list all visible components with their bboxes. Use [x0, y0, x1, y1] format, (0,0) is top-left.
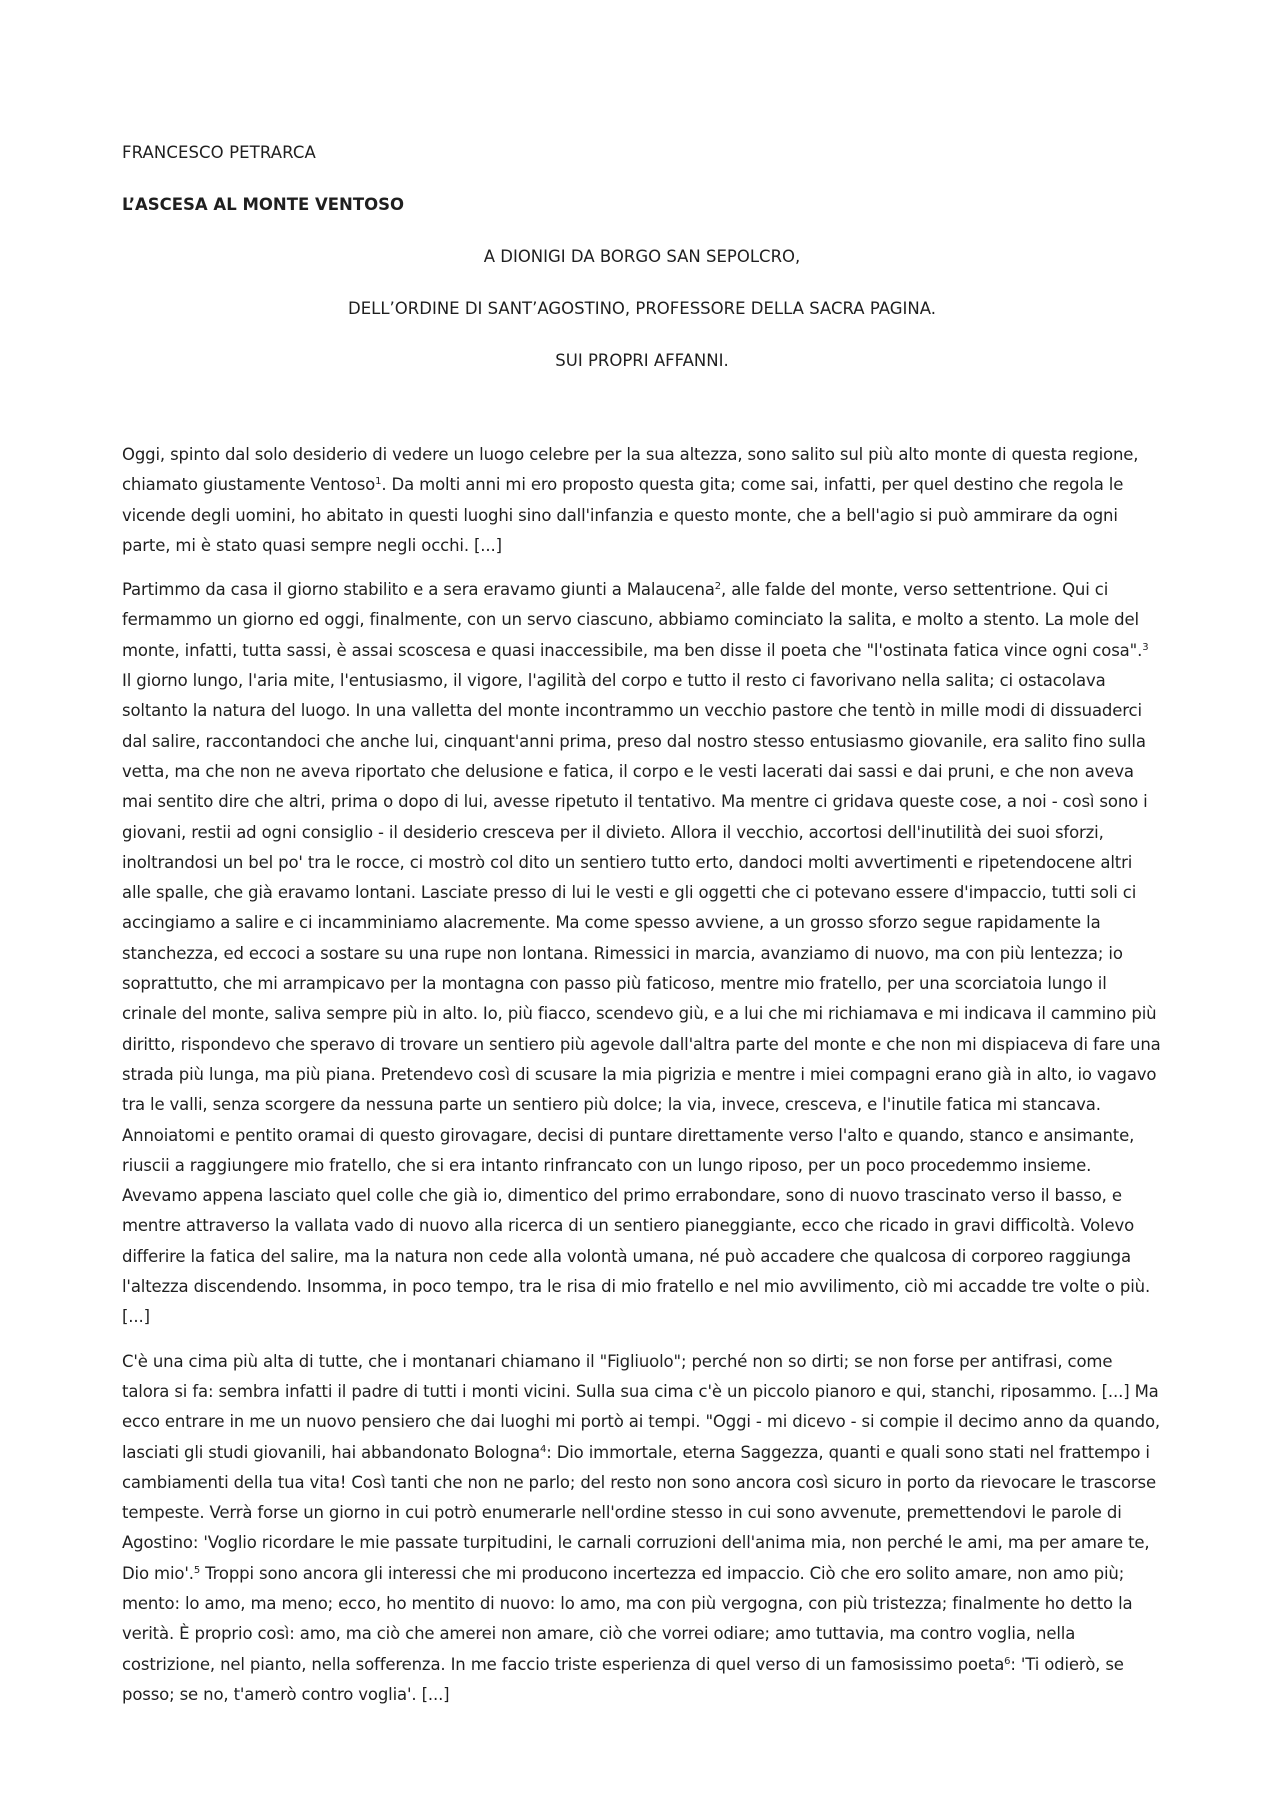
paragraph-2 [122, 575, 1162, 1332]
paragraph-1-text-a: Oggi, spinto dal solo desiderio di vedere un luogo celebre per la sua altezza, sono salito sul più alto monte di questa regione, chiamato giustamente Ventoso [122, 445, 1139, 495]
footnote-ref-5: 5 [193, 1564, 201, 1576]
dedication-line-2: DELL’ORDINE DI SANT’AGOSTINO, PROFESSORE DELLA SACRA PAGINA. [348, 299, 936, 318]
footnote-ref-6: 6 [1004, 1655, 1011, 1667]
document-page [122, 138, 1162, 1724]
paragraph-1-text-b: . Da molti anni mi ero proposto questa gita; come sai, infatti, per quel destino che regola le vicende degli uomini, ho abitato in questi luoghi sino dall'infanzia e questo monte, che a bell'agio si può ammirare da ogni parte, mi è stato quasi sempre negli occhi. [...] [122, 475, 1124, 555]
paragraph-3-text-c: Troppi sono ancora gli interessi che mi producono incertezza ed impaccio. Ciò che ero solito amare, non amo più; mento: lo amo, ma meno; ecco, ho mentito di nuovo: lo amo, ma con più vergogna, con più tristezza; finalmente ho detto la verità. È proprio così: amo, ma ciò che amerei non amare, ciò che vorrei odiare; amo tuttavia, ma contro voglia, nella costrizione, nel pianto, nella sofferenza. In me faccio triste esperienza di quel verso di un famosissimo poeta [122, 1563, 1133, 1674]
paragraph-2-text-b: , alle falde del monte, verso settentrione. Qui ci fermammo un giorno ed oggi, finalmente, con un servo ciascuno, abbiamo cominciato la salita, e molto a stento. La mole del monte, infatti, tutta sassi, è assai scoscesa e quasi inaccessibile, ma ben disse il poeta che "l'ostinata fatica vince ogni cosa". [122, 580, 1143, 660]
dedication-line-3: SUI PROPRI AFFANNI. [555, 351, 729, 370]
author-name: FRANCESCO PETRARCA [122, 143, 316, 162]
paragraph-2-text-c: Il giorno lungo, l'aria mite, l'entusiasmo, il vigore, l'agilità del corpo e tutto il resto ci favorivano nella salita; ci ostacolava soltanto la natura del luogo. In una valletta del monte incontrammo un vecchio pastore che tentò in mille modi di dissuaderci dal salire, raccontandoci che anche lui, cinquant'anni prima, preso dal nostro stesso entusiasmo giovanile, era salito fino sulla vetta, ma che non ne aveva riportato che delusione e fatica, il corpo e le vesti lacerati dai sassi e dai pruni, e che non aveva mai sentito dire che altri, prima o dopo di lui, avesse ripetuto il tentativo. Ma mentre ci gridava queste cose, a noi - così sono i giovani, restii ad ogni consiglio - il desiderio cresceva per il divieto. Allora il vecchio, accortosi dell'inutilità dei suoi sforzi, inoltrandosi un bel po' tra le rocce, ci mostrò col dito un sentiero tutto erto, dandoci molti avvertimenti e ripetendocene altri alle spalle, che già eravamo lontani. Lasciate presso di lui le vesti e gli oggetti che ci potevano essere d'impaccio, tutti soli ci accingiamo a salire e ci incamminiamo alacremente. Ma come spesso avviene, a un grosso sforzo segue rapidamente la stanchezza, ed eccoci a sostare su una rupe non lontana. Rimessici in marcia, avanziamo di nuovo, ma con più lentezza; io soprattutto, che mi arrampicavo per la montagna con passo più faticoso, mentre mio fratello, per una scorciatoia lungo il crinale del monte, saliva sempre più in alto. Io, più fiacco, scendevo giù, e a lui che mi richiamava e mi indicava il cammino più diritto, rispondevo che speravo di trovare un sentiero più agevole dall'altra parte del monte e che non mi dispiaceva di fare una strada più lunga, ma più piana. Pretendevo così di scusare la mia pigrizia e mentre i miei compagni erano già in alto, io vagavo tra le valli, senza scorgere da nessuna parte un sentiero più dolce; la via, invece, cresceva, e l'inutile fatica mi stancava. Annoiatomi e pentito oramai di questo girovagare, decisi di puntare direttamente verso l'alto e quando, stanco e ansimante, riuscii a raggiungere mio fratello, che si era intanto rinfrancato con un lungo riposo, per un poco procedemmo insieme. Avevamo appena lasciato quel colle che già io, dimentico del primo errabondare, sono di nuovo trascinato verso il basso, e mentre attraverso la vallata vado di nuovo alla ricerca di un sentiero pianeggiante, ecco che ricado in gravi difficoltà. Volevo differire la fatica del salire, ma la natura non cede alla volontà umana, né può accadere che qualcosa di corporeo raggiunga l'altezza discendendo. Insomma, in poco tempo, tra le risa di mio fratello e nel mio avvilimento, ciò mi accadde tre volte o più. [...] [122, 671, 1161, 1327]
footnote-ref-1: 1 [375, 476, 382, 488]
dedication-line-1: A DIONIGI DA BORGO SAN SEPOLCRO, [483, 247, 801, 266]
paragraph-3-text-d: : 'Ti odierò, se posso; se no, t'amerò contro voglia'. [...] [122, 1654, 1124, 1704]
document-title: L’ASCESA AL MONTE VENTOSO [122, 195, 405, 214]
paragraph-3-text-a: C'è una cima più alta di tutte, che i montanari chiamano il "Figliuolo"; perché non so dirti; se non forse per antifrasi, come talora si fa: sembra infatti il padre di tutti i monti vicini. Sulla sua cima c'è un piccolo pianoro e qui, stanchi, riposammo. [...] Ma ecco entrare in me un nuovo pensiero che dai luoghi mi portò ai tempi. "Oggi - mi dicevo - si compie il decimo anno da quando, lasciati gli studi giovanili, hai abbandonato Bologna [122, 1351, 1160, 1462]
paragraph-3-text-b: : Dio immortale, eterna Saggezza, quanti e quali sono stati nel frattempo i cambiamenti della tua vita! Così tanti che non ne parlo; del resto non sono ancora così sicuro in porto da rievocare le trascorse tempeste. Verrà forse un giorno in cui potrò enumerarle nell'ordine stesso in cui sono avvenute, premettendovi le parole di Agostino: 'Voglio ricordare le mie passate turpitudini, le carnali corruzioni dell'anima mia, non perché le ami, ma per amare te, Dio mio'. [122, 1442, 1156, 1583]
footnote-ref-3: 3 [1142, 641, 1149, 653]
paragraph-2-text-a: Partimmo da casa il giorno stabilito e a sera eravamo giunti a Malaucena [122, 580, 715, 600]
paragraph-3 [122, 1347, 1162, 1711]
dedication [122, 242, 1162, 376]
body-text [122, 440, 1162, 1710]
footnote-ref-2: 2 [714, 581, 721, 593]
paragraph-1 [122, 440, 1162, 561]
footnote-ref-4: 4 [539, 1443, 547, 1455]
